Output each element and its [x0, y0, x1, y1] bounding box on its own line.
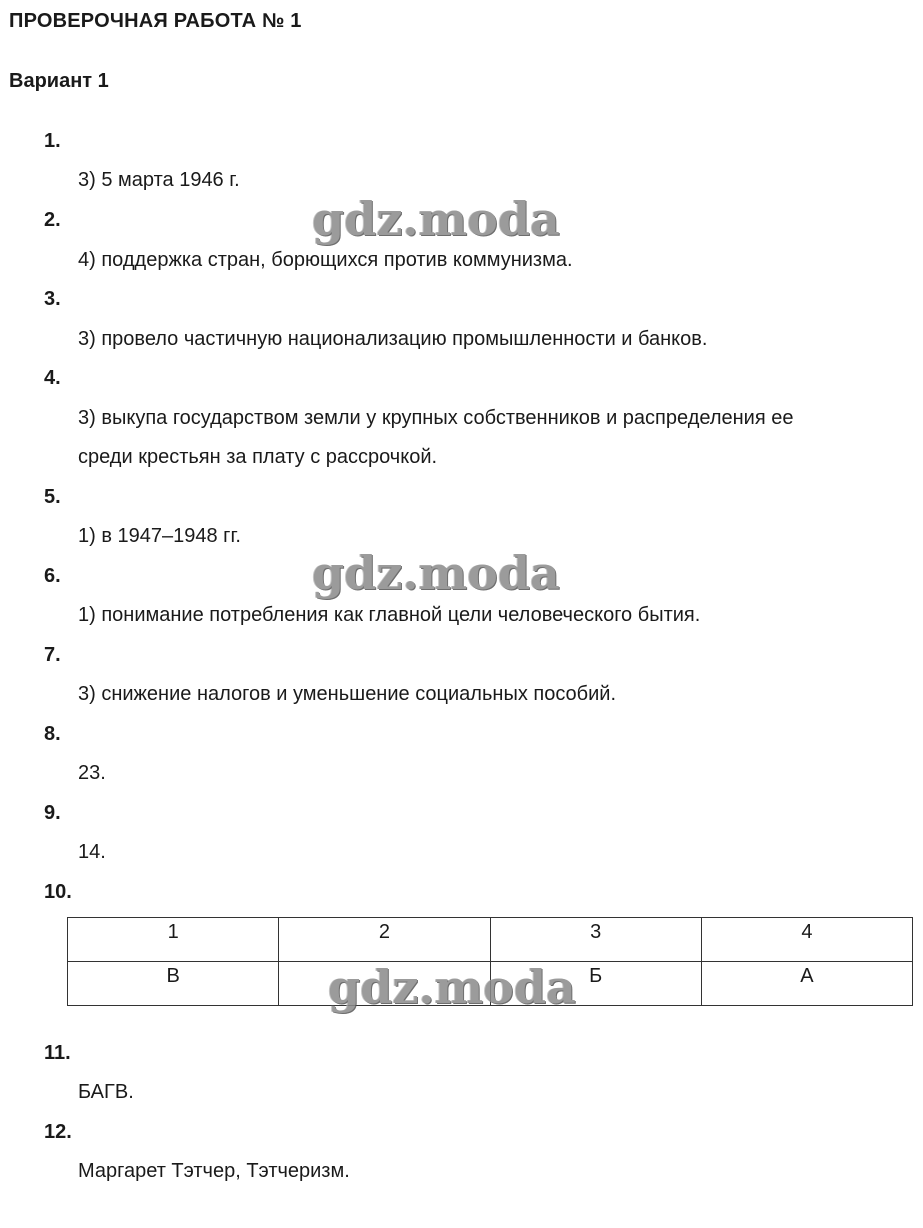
question-number: 3. [44, 288, 61, 310]
answer-text: 3) провело частичную национализацию промышленности и банков. [78, 328, 708, 350]
table-cell [279, 962, 490, 1006]
table-cell: 3 [490, 918, 701, 962]
question-number: 5. [44, 486, 61, 508]
answer-text: 23. [78, 762, 106, 784]
question-number: 8. [44, 723, 61, 745]
answer-text: 1) в 1947–1948 гг. [78, 525, 241, 547]
answer-table [67, 917, 913, 1006]
table-cell: 4 [701, 918, 912, 962]
page-title: ПРОВЕРОЧНАЯ РАБОТА № 1 [9, 10, 302, 32]
answer-text: Маргарет Тэтчер, Тэтчеризм. [78, 1160, 350, 1182]
question-number: 6. [44, 565, 61, 587]
answer-text: 1) понимание потребления как главной цели человеческого бытия. [78, 604, 701, 626]
variant-heading: Вариант 1 [9, 70, 109, 92]
answer-text: 3) снижение налогов и уменьшение социальных пособий. [78, 683, 617, 705]
answer-text: БАГВ. [78, 1081, 134, 1103]
question-number: 4. [44, 367, 61, 389]
answer-text: среди крестьян за плату с рассрочкой. [78, 446, 438, 468]
watermark-logo: gdz.moda [312, 192, 560, 246]
table-header-row [68, 918, 913, 962]
question-number: 9. [44, 802, 61, 824]
table-cell: В [68, 962, 279, 1006]
question-number: 7. [44, 644, 61, 666]
question-number: 10. [44, 881, 72, 903]
question-number: 2. [44, 209, 61, 231]
table-cell: А [701, 962, 912, 1006]
table-cell: 1 [68, 918, 279, 962]
question-number: 11. [44, 1042, 71, 1064]
table-row [68, 962, 913, 1006]
watermark-logo: gdz.moda [312, 546, 560, 600]
answer-text: 14. [78, 841, 106, 863]
answer-text: 3) 5 марта 1946 г. [78, 169, 240, 191]
watermark-logo: gdz.moda [328, 960, 576, 1014]
answer-text: 4) поддержка стран, борющихся против коммунизма. [78, 249, 573, 271]
question-number: 1. [44, 130, 61, 152]
table-cell: Б [490, 962, 701, 1006]
answer-text: 3) выкупа государством земли у крупных собственников и распределения ее [78, 407, 794, 429]
table-cell: 2 [279, 918, 490, 962]
question-number: 12. [44, 1121, 72, 1143]
